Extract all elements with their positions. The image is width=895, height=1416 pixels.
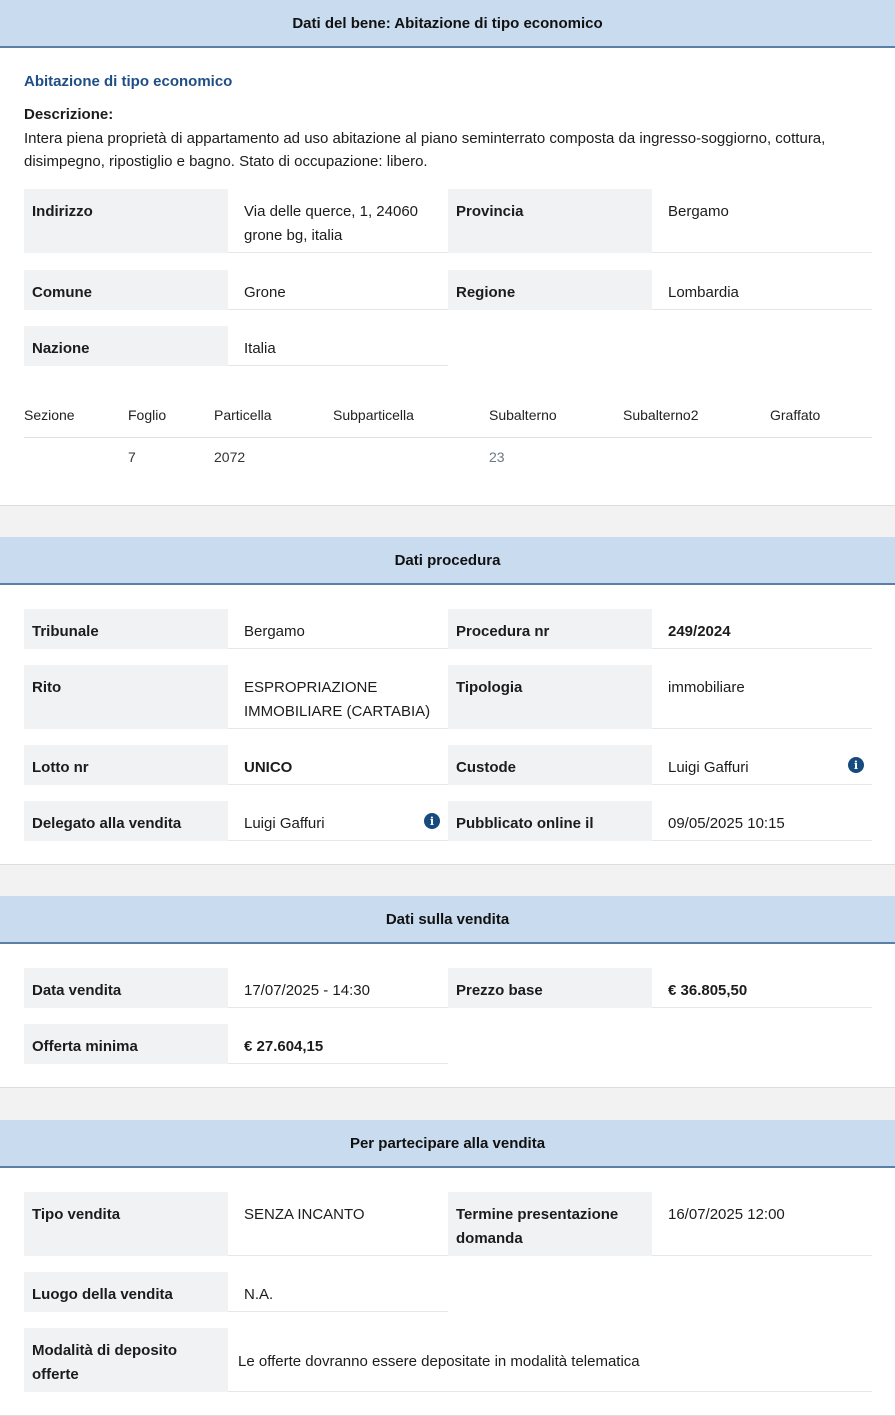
procedura-nr-label: Procedura nr — [448, 609, 652, 649]
rito-line2: IMMOBILIARE (CARTABIA) — [244, 703, 431, 720]
luogo-value: N.A. — [228, 1272, 448, 1312]
tribunale-value: Bergamo — [228, 609, 448, 649]
bene-subtitle: Abitazione di tipo economico — [24, 73, 233, 90]
custode-value — [652, 745, 872, 785]
card-header-bene: Dati del bene: Abitazione di tipo economico — [0, 0, 895, 48]
termine-label — [448, 1192, 652, 1256]
tipo-vendita-value: SENZA INCANTO — [228, 1192, 448, 1256]
card-partecipare — [0, 1120, 895, 1416]
descrizione-text: Intera piena proprietà di appartamento ad uso abitazione al piano seminterrato composta da ingresso-soggiorno, cottura, disimpegno, ripostiglio e bagno. Stato di occupazione: libero. — [24, 130, 826, 170]
catasto-header-graffato: Graffato — [770, 407, 821, 423]
comune-label: Comune — [24, 270, 228, 310]
catasto-header-particella: Particella — [214, 407, 272, 423]
rito-value — [228, 665, 448, 729]
data-vendita-value: 17/07/2025 - 14:30 — [228, 968, 448, 1008]
custode-info-icon[interactable]: i — [848, 757, 864, 773]
prezzo-base-value: € 36.805,50 — [652, 968, 872, 1008]
pubblicato-value: 09/05/2025 10:15 — [652, 801, 872, 841]
catasto-header-sezione: Sezione — [24, 407, 75, 423]
descrizione-label: Descrizione: — [24, 106, 114, 123]
catasto-cell-subalterno: 23 — [489, 449, 505, 465]
card-header-procedura: Dati procedura — [0, 537, 895, 585]
tipo-vendita-label: Tipo vendita — [24, 1192, 228, 1256]
nazione-label: Nazione — [24, 326, 228, 366]
delegato-value — [228, 801, 448, 841]
pubblicato-label: Pubblicato online il — [448, 801, 652, 841]
offerta-minima-value: € 27.604,15 — [228, 1024, 448, 1064]
card-dati-procedura — [0, 537, 895, 865]
tipologia-value: immobiliare — [652, 665, 872, 729]
offerta-minima-label: Offerta minima — [24, 1024, 228, 1064]
lotto-label: Lotto nr — [24, 745, 228, 785]
indirizzo-line1: Via delle querce, 1, 24060 — [244, 203, 419, 220]
termine-label-line2: domanda — [456, 1230, 523, 1247]
procedura-nr-value: 249/2024 — [652, 609, 872, 649]
catasto-header-subalterno2: Subalterno2 — [623, 407, 699, 423]
delegato-info-icon[interactable]: i — [424, 813, 440, 829]
modalita-label-line2: offerte — [32, 1366, 79, 1383]
card-dati-vendita — [0, 896, 895, 1088]
rito-label: Rito — [24, 665, 228, 729]
rito-line1: ESPROPRIAZIONE — [244, 679, 378, 696]
modalita-label-line1: Modalità di deposito — [32, 1342, 177, 1359]
indirizzo-line2: grone bg, italia — [244, 227, 343, 244]
regione-label: Regione — [448, 270, 652, 310]
modalita-label — [24, 1328, 228, 1392]
tribunale-label: Tribunale — [24, 609, 228, 649]
catasto-header-subalterno: Subalterno — [489, 407, 557, 423]
prezzo-base-label: Prezzo base — [448, 968, 652, 1008]
termine-label-line1: Termine presentazione — [456, 1206, 619, 1223]
catasto-header-foglio: Foglio — [128, 407, 167, 423]
card-dati-bene — [0, 0, 895, 506]
card-header-vendita: Dati sulla vendita — [0, 896, 895, 944]
regione-value: Lombardia — [652, 270, 872, 310]
luogo-label: Luogo della vendita — [24, 1272, 228, 1312]
comune-value: Grone — [228, 270, 448, 310]
delegato-name: Luigi Gaffuri — [244, 815, 325, 832]
provincia-value: Bergamo — [652, 189, 872, 253]
custode-label: Custode — [448, 745, 652, 785]
catasto-divider — [24, 437, 872, 438]
catasto-header-subparticella: Subparticella — [333, 407, 414, 423]
catasto-cell-foglio: 7 — [128, 449, 136, 465]
modalita-text: Le offerte dovranno essere depositate in modalità telematica — [238, 1353, 640, 1370]
lotto-value: UNICO — [228, 745, 448, 785]
catasto-table — [0, 407, 895, 467]
provincia-label: Provincia — [448, 189, 652, 253]
termine-value: 16/07/2025 12:00 — [652, 1192, 872, 1256]
catasto-cell-particella: 2072 — [214, 449, 246, 465]
data-vendita-label: Data vendita — [24, 968, 228, 1008]
custode-name: Luigi Gaffuri — [668, 759, 749, 776]
nazione-value: Italia — [228, 326, 448, 366]
modalita-value — [228, 1328, 872, 1392]
tipologia-label: Tipologia — [448, 665, 652, 729]
card-header-partecipare: Per partecipare alla vendita — [0, 1120, 895, 1168]
indirizzo-label: Indirizzo — [24, 189, 228, 253]
delegato-label: Delegato alla vendita — [24, 801, 228, 841]
indirizzo-value — [228, 189, 448, 253]
